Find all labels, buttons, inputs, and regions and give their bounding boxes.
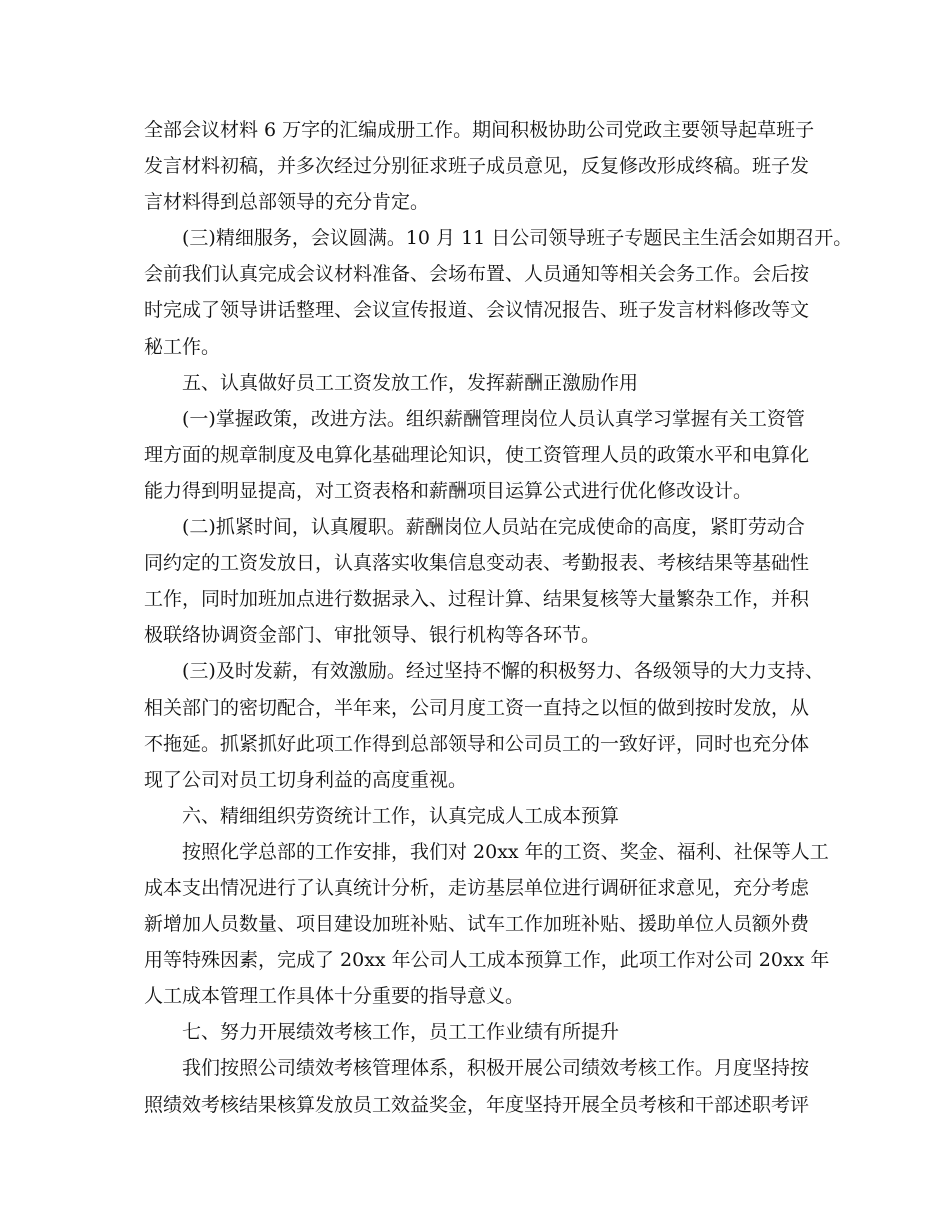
text-line: 言材料得到总部领导的充分肯定。 [144,191,430,214]
text-line: 极联络协调资金部门、审批领导、银行机构等各环节。 [144,624,601,647]
text-line: 工作，同时加班加点进行数据录入、过程计算、结果复核等大量繁杂工作，并积 [144,588,810,611]
text-line: 我们按照公司绩效考核管理体系，积极开展公司绩效考核工作。月度坚持按 [182,1057,810,1080]
text-line: 发言材料初稿，并多次经过分别征求班子成员意见，反复修改形成终稿。班子发 [144,155,810,178]
text-line: (三)精细服务，会议圆满。10 月 11 日公司领导班子专题民主生活会如期召开。 [182,227,853,250]
text-line: 现了公司对员工切身利益的高度重视。 [144,768,468,791]
text-line: 能力得到明显提高，对工资表格和薪酬项目运算公式进行优化修改设计。 [144,479,753,502]
text-line: 不拖延。抓紧抓好此项工作得到总部领导和公司员工的一致好评，同时也充分体 [144,732,810,755]
text-line: 时完成了领导讲话整理、会议宣传报道、会议情况报告、班子发言材料修改等文 [144,299,810,322]
text-line: 照绩效考核结果核算发放员工效益奖金，年度坚持开展全员考核和干部述职考评 [144,1093,810,1116]
text-line: (一)掌握政策，改进方法。组织薪酬管理岗位人员认真学习掌握有关工资管 [182,407,805,430]
text-line: 人工成本管理工作具体十分重要的指导意义。 [144,985,525,1008]
text-line: 同约定的工资发放日，认真落实收集信息变动表、考勤报表、考核结果等基础性 [144,552,810,575]
text-line: 相关部门的密切配合，半年来，公司月度工资一直持之以恒的做到按时发放，从 [144,696,810,719]
text-line: 理方面的规章制度及电算化基础理论知识，使工资管理人员的政策水平和电算化 [144,443,810,466]
document-body [144,112,853,1123]
text-line: 成本支出情况进行了认真统计分析，走访基层单位进行调研征求意见，充分考虑 [144,876,810,899]
section-heading: 六、精细组织劳资统计工作，认真完成人工成本预算 [182,804,620,827]
text-line: 按照化学总部的工作安排，我们对 20xx 年的工资、奖金、福利、社保等人工 [182,840,829,863]
section-heading: 七、努力开展绩效考核工作，员工工作业绩有所提升 [182,1021,620,1044]
section-heading: 五、认真做好员工工资发放工作，发挥薪酬正激励作用 [182,371,639,394]
text-line: 新增加人员数量、项目建设加班补贴、试车工作加班补贴、援助单位人员额外费 [144,913,810,936]
text-line: (二)抓紧时间，认真履职。薪酬岗位人员站在完成使命的高度，紧盯劳动合 [182,516,805,539]
text-line: 会前我们认真完成会议材料准备、会场布置、人员通知等相关会务工作。会后按 [144,263,810,286]
text-line: (三)及时发薪，有效激励。经过坚持不懈的积极努力、各级领导的大力支持、 [182,660,824,683]
text-line: 用等特殊因素，完成了 20xx 年公司人工成本预算工作，此项工作对公司 20xx 年 [144,949,830,972]
text-line: 秘工作。 [144,335,221,358]
text-line: 全部会议材料 6 万字的汇编成册工作。期间积极协助公司党政主要领导起草班子 [144,119,815,141]
